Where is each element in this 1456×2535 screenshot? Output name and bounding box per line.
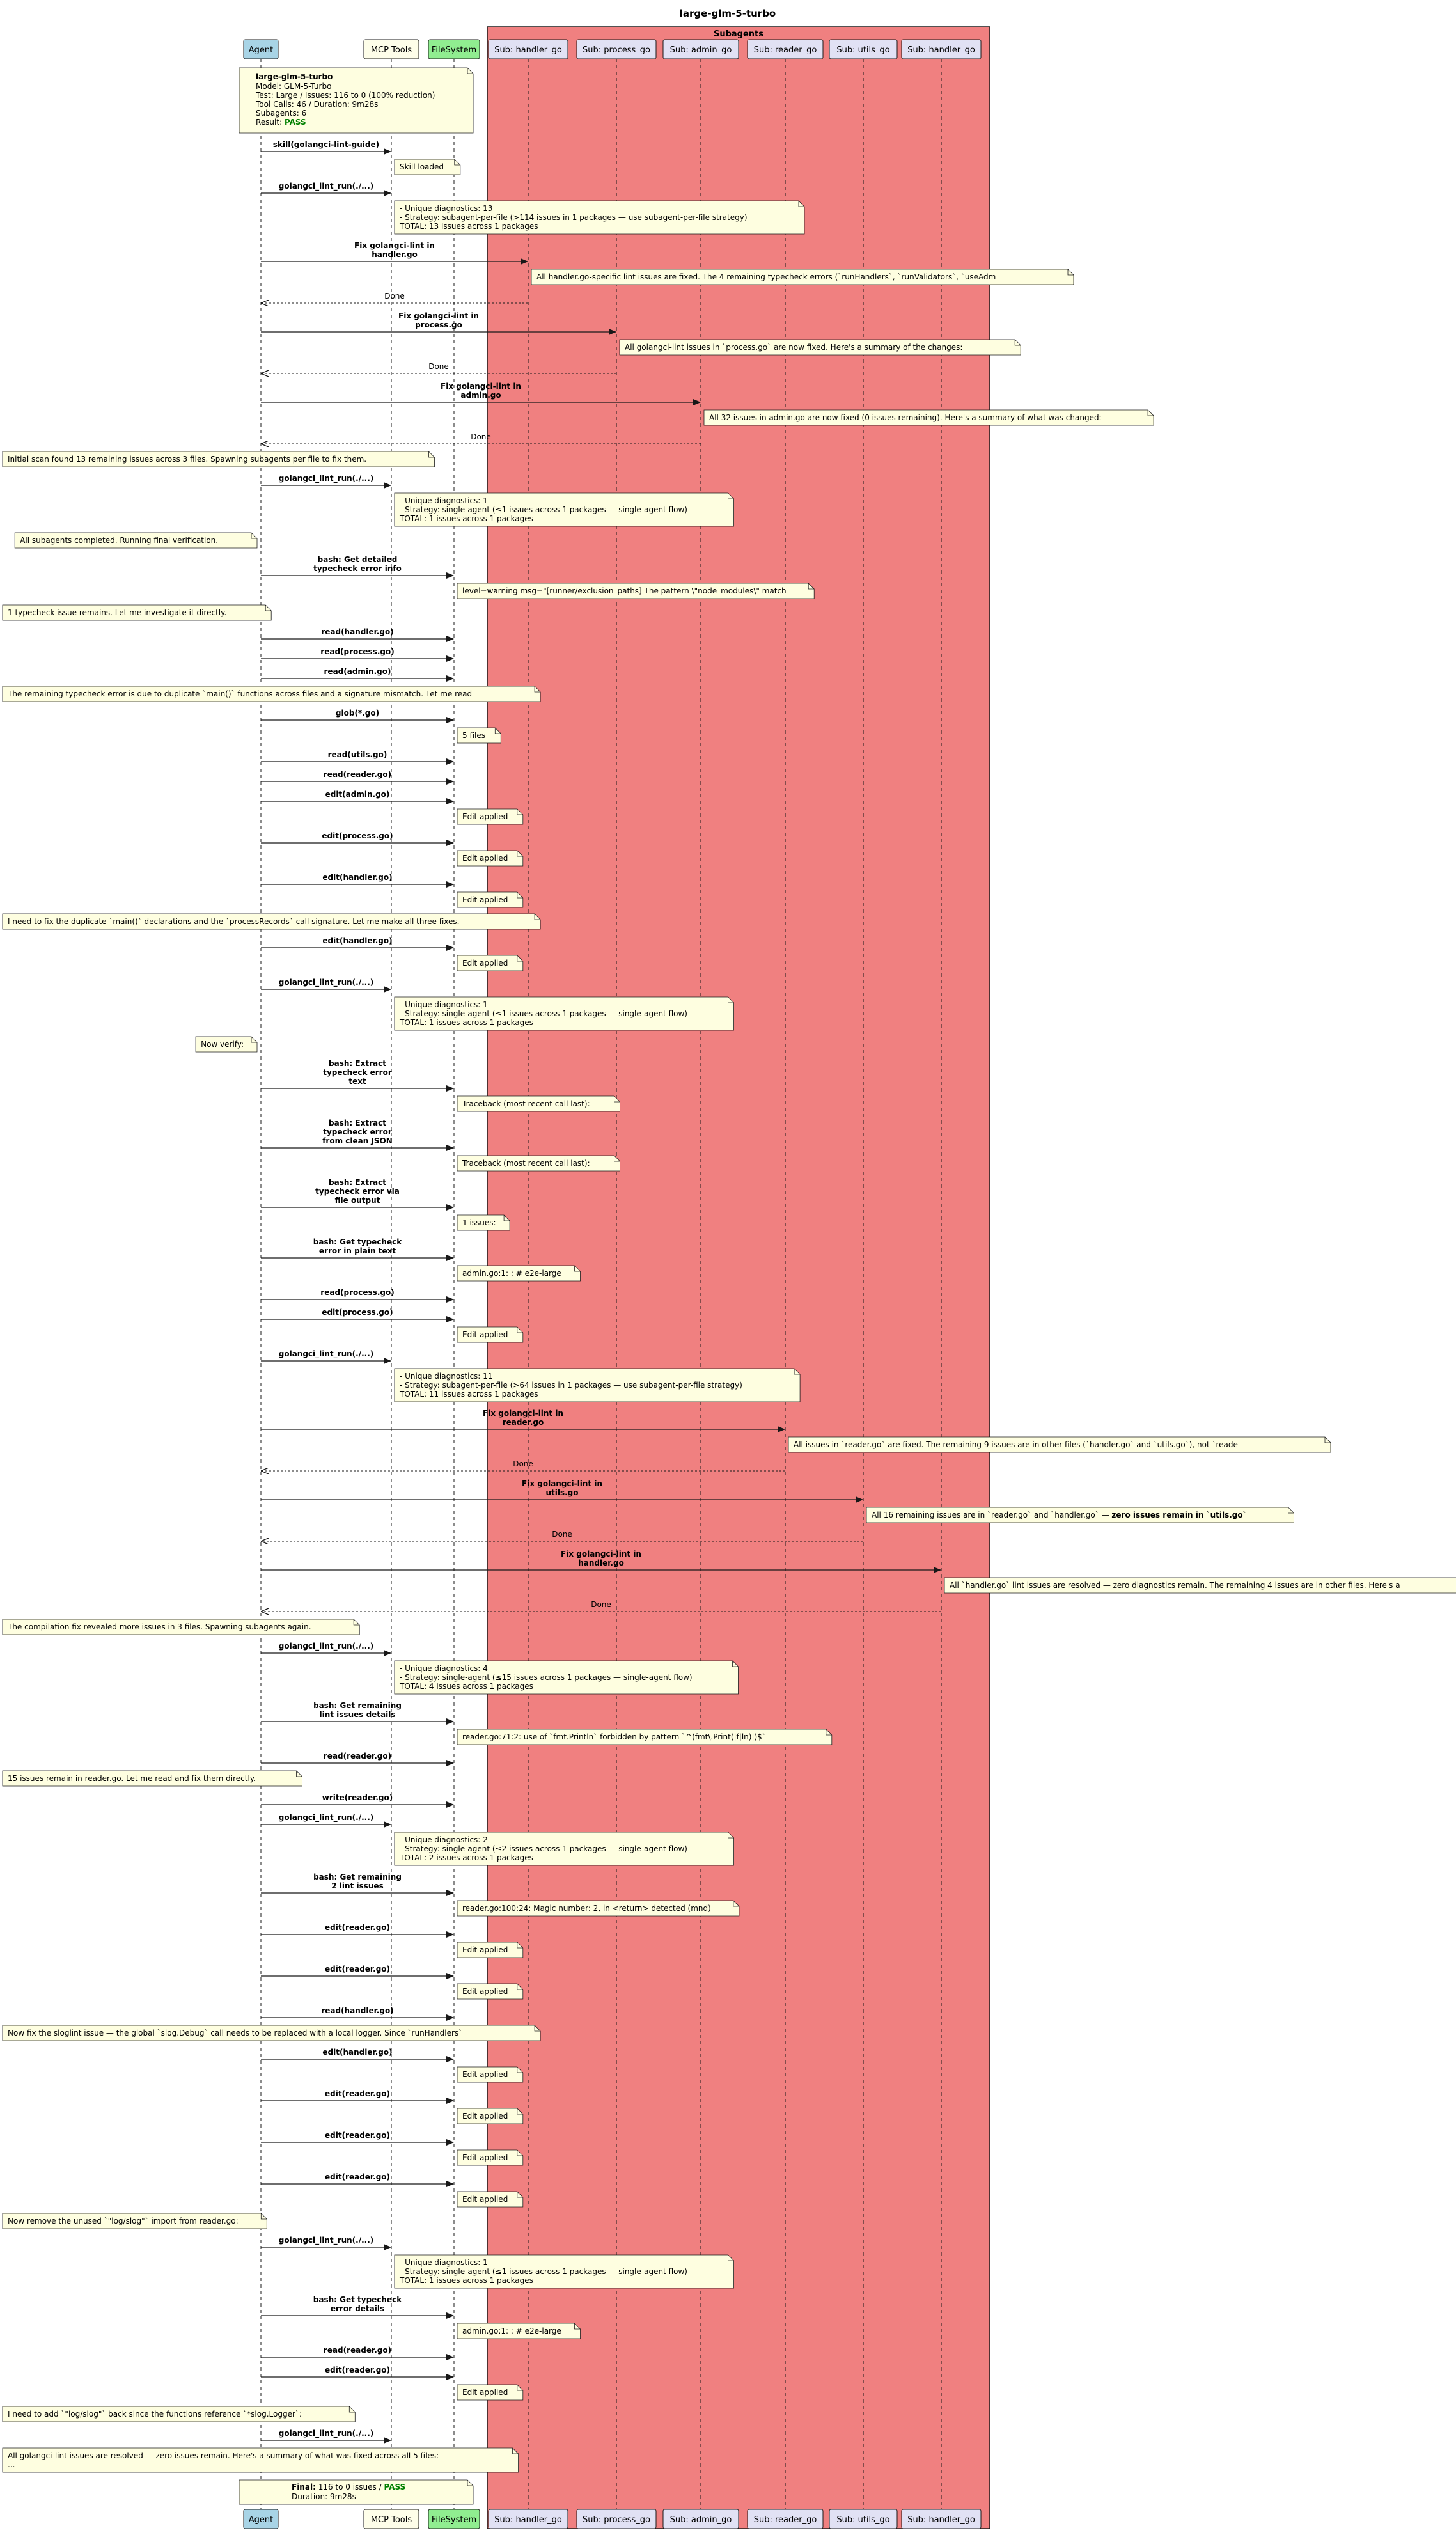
participant-label: Sub: reader_go [753, 45, 817, 55]
message-label: bash: Extract [329, 1059, 386, 1068]
note-line: All `handler.go` lint issues are resolved — zero diagnostics remain. The remaining 4 issues are in other files. Here's a [950, 1581, 1400, 1590]
agent-note [3, 2448, 519, 2472]
return-label: Done [384, 292, 405, 301]
message-read-handler-go [261, 2006, 453, 2018]
note-line: 1 issues: [462, 1218, 496, 1227]
message-edit-reader-go [261, 2089, 453, 2101]
note-line: - Strategy: subagent-per-file (>64 issues in 1 packages — use subagent-per-file strategy) [400, 1381, 742, 1390]
message-label: golangci_lint_run(./...) [278, 1642, 374, 1651]
agent-note [3, 2213, 267, 2229]
participant-label: Agent [248, 2515, 274, 2525]
message-label: read(reader.go) [323, 1752, 392, 1761]
note-line: I need to add `"log/slog"` back since the functions reference `*slog.Logger`: [8, 2410, 302, 2419]
note-line: reader.go:71:2: use of `fmt.Println` forbidden by pattern `^(fmt\.Print(|f|ln)|)$` [462, 1732, 766, 1741]
note-line: All issues in `reader.go` are fixed. The remaining 9 issues are in other files (`handler.go` and `utils.go`), not `reade [794, 1440, 1238, 1449]
message-golangci-lint-run [261, 1349, 391, 1361]
message-read-admin-go [261, 667, 453, 679]
message-read-reader-go [261, 1752, 453, 1763]
message-golangci-lint-run [261, 474, 391, 485]
message-golangci-lint-run [261, 1642, 391, 1653]
message-label: error details [330, 2304, 385, 2313]
message-label: edit(handler.go) [322, 936, 393, 945]
message-label: bash: Extract [329, 1178, 386, 1187]
message-bash-get-remaining-lint-issues-details [261, 1701, 453, 1722]
note-line: TOTAL: 1 issues across 1 packages [400, 2276, 533, 2285]
participant-s4-top [748, 40, 823, 59]
message-label: read(handler.go) [321, 2006, 394, 2015]
message-label: lint issues details [319, 1710, 396, 1719]
message-edit-reader-go [261, 1923, 453, 1935]
note-line: Edit applied [462, 2070, 508, 2079]
note-line: level=warning msg="[runner/exclusion_paths] The pattern \"node_modules\" match [462, 586, 787, 595]
agent-note [15, 533, 257, 548]
message-label: read(process.go) [320, 1288, 395, 1297]
note-fs [457, 2385, 523, 2400]
note-fs [457, 1901, 739, 1916]
note-line: Skill loaded [400, 162, 444, 171]
note-line: - Strategy: single-agent (≤1 issues across 1 packages — single-agent flow) [400, 2267, 687, 2276]
note-s3 [704, 410, 1154, 425]
message-label: read(reader.go) [323, 770, 392, 779]
note-line: TOTAL: 11 issues across 1 packages [400, 1390, 538, 1399]
participant-s6-bottom [902, 2509, 981, 2529]
note-mcp [395, 159, 460, 175]
message-label: file output [334, 1196, 380, 1205]
final-note [239, 2480, 473, 2504]
note-line: - Unique diagnostics: 2 [400, 1835, 488, 1844]
participant-label: FileSystem [431, 45, 477, 55]
note-line: - Unique diagnostics: 11 [400, 1372, 493, 1381]
message-bash-extract-typecheck-error-via-file-output [261, 1178, 453, 1207]
message-label: reader.go [502, 1418, 544, 1427]
note-line: All 16 remaining issues are in `reader.go` and `handler.go` — zero issues remain in `utils.go` [872, 1511, 1247, 1519]
diagram-title: large-glm-5-turbo [679, 8, 776, 19]
note-line: - Strategy: subagent-per-file (>114 issues in 1 packages — use subagent-per-file strategy) [400, 213, 748, 222]
participant-label: MCP Tools [370, 2515, 412, 2525]
note-mcp [395, 201, 804, 234]
agent-note [3, 2406, 355, 2422]
participant-s3-bottom [663, 2509, 739, 2529]
note-line: Edit applied [462, 959, 508, 968]
message-label: glob(*.go) [335, 709, 380, 718]
message-golangci-lint-run [261, 182, 391, 193]
participant-s4-bottom [748, 2509, 823, 2529]
summary-note-line: Test: Large / Issues: 116 to 0 (100% reduction) [256, 91, 435, 100]
message-label: typecheck error [323, 1127, 392, 1136]
message-label: bash: Get remaining [313, 1701, 402, 1710]
participant-s1-top [489, 40, 568, 59]
note-line: All 32 issues in admin.go are now fixed (0 issues remaining). Here's a summary of what was changed: [709, 413, 1102, 422]
message-label: golangci_lint_run(./...) [278, 2236, 374, 2245]
note-line: TOTAL: 1 issues across 1 packages [400, 1018, 533, 1027]
note-fs [457, 1156, 620, 1171]
note-line: The remaining typecheck error is due to duplicate `main()` functions across files and a signature mismatch. Let me read [8, 689, 473, 698]
message-label: read(process.go) [320, 647, 395, 656]
message-label: edit(reader.go) [324, 1923, 391, 1932]
message-read-reader-go [261, 2346, 453, 2357]
note-fs [457, 2067, 523, 2082]
note-fs [457, 1327, 523, 1342]
message-label: handler.go [578, 1558, 624, 1567]
message-label: edit(admin.go) [325, 790, 390, 799]
participant-label: Sub: handler_go [494, 45, 562, 55]
note-fs [457, 1729, 832, 1745]
participant-label: Sub: admin_go [669, 45, 732, 55]
note-line: ... [8, 2460, 15, 2469]
agent-note [3, 2025, 540, 2041]
note-line: - Unique diagnostics: 1 [400, 2258, 488, 2267]
participant-label: Sub: admin_go [669, 2515, 732, 2525]
note-line: - Strategy: single-agent (≤1 issues across 1 packages — single-agent flow) [400, 1009, 687, 1018]
note-fs [457, 1266, 581, 1281]
message-golangci-lint-run [261, 2429, 391, 2440]
message-label: utils.go [545, 1488, 579, 1497]
note-fs [457, 2108, 523, 2124]
message-label: 2 lint issues [331, 1881, 384, 1890]
note-fs [457, 955, 523, 971]
subagents-group-label: Subagents [713, 29, 764, 39]
note-line: Edit applied [462, 1945, 508, 1954]
note-line: TOTAL: 1 issues across 1 packages [400, 514, 533, 523]
message-write-reader-go [261, 1793, 453, 1805]
message-edit-handler-go [261, 873, 453, 884]
summary-note [239, 68, 473, 133]
agent-note [3, 1619, 359, 1635]
message-label: bash: Get typecheck [313, 1237, 402, 1246]
agent-note [3, 686, 540, 702]
participant-s6-top [902, 40, 981, 59]
message-label: Fix golangci-lint in [483, 1409, 563, 1418]
participant-label: Sub: handler_go [494, 2515, 562, 2525]
message-skill-golangci-lint-guide [261, 140, 391, 152]
note-line: Edit applied [462, 2195, 508, 2204]
message-label: bash: Get detailed [317, 555, 398, 564]
message-label: read(admin.go) [324, 667, 391, 676]
agent-note [3, 605, 271, 620]
note-fs [457, 1942, 523, 1958]
message-label: read(reader.go) [323, 2346, 392, 2355]
message-label: bash: Get remaining [313, 1872, 402, 1881]
message-edit-handler-go [261, 936, 453, 948]
note-line: Edit applied [462, 2153, 508, 2162]
message-golangci-lint-run [261, 2236, 391, 2247]
note-line: Edit applied [462, 2112, 508, 2121]
note-line: Now verify: [201, 1040, 244, 1049]
message-label: read(utils.go) [327, 750, 387, 759]
agent-note [3, 1771, 302, 1786]
participant-label: FileSystem [431, 2515, 477, 2525]
participant-s2-top [577, 40, 656, 59]
note-s6 [944, 1578, 1456, 1593]
participant-fs-bottom [428, 2509, 480, 2529]
message-label: Fix golangci-lint in [561, 1550, 641, 1558]
return-label: Done [591, 1600, 611, 1609]
note-line: The compilation fix revealed more issues in 3 files. Spawning subagents again. [8, 1622, 311, 1631]
participant-agent-top [244, 40, 278, 59]
note-line: - Strategy: single-agent (≤1 issues across 1 packages — single-agent flow) [400, 505, 687, 514]
message-label: admin.go [460, 391, 501, 400]
note-s5 [866, 1507, 1294, 1523]
note-line: Now fix the sloglint issue — the global `slog.Debug` call needs to be replaced with a local logger. Since `runHandlers` [8, 2029, 463, 2037]
note-fs [457, 2192, 523, 2207]
summary-note-result: Result: PASS [256, 118, 306, 127]
summary-note-line: Model: GLM-5-Turbo [256, 82, 332, 91]
participant-label: MCP Tools [370, 45, 412, 55]
note-line: All golangci-lint issues are resolved — zero issues remain. Here's a summary of what was fixed across all 5 files: [8, 2451, 439, 2460]
message-label: error in plain text [318, 1246, 396, 1255]
message-bash-get-remaining-2-lint-issues [261, 1872, 453, 1893]
message-label: golangci_lint_run(./...) [278, 2429, 374, 2438]
agent-note [196, 1037, 257, 1052]
message-label: Fix golangci-lint in [522, 1479, 602, 1488]
note-line: TOTAL: 2 issues across 1 packages [400, 1853, 533, 1862]
message-bash-extract-typecheck-error-text [261, 1059, 453, 1088]
note-s4 [788, 1437, 1331, 1452]
message-label: edit(process.go) [322, 831, 393, 840]
participant-s5-bottom [829, 2509, 897, 2529]
message-golangci-lint-run [261, 1813, 391, 1825]
message-read-reader-go [261, 770, 453, 781]
note-line: All golangci-lint issues in `process.go` are now fixed. Here's a summary of the changes: [625, 343, 963, 352]
message-label: read(handler.go) [321, 627, 394, 636]
note-line: 15 issues remain in reader.go. Let me read and fix them directly. [8, 1774, 256, 1783]
message-label: typecheck error via [315, 1187, 400, 1196]
return-label: Done [471, 432, 491, 441]
message-label: edit(reader.go) [324, 2089, 391, 2098]
message-edit-process-go [261, 1308, 453, 1319]
note-s1 [531, 269, 1074, 285]
message-label: Fix golangci-lint in [441, 382, 521, 391]
agent-note [3, 451, 435, 467]
message-bash-get-typecheck-error-details [261, 2295, 453, 2316]
message-label: typecheck error [323, 1068, 392, 1077]
note-fs [457, 1984, 523, 1999]
participant-mcp-bottom [364, 2509, 419, 2529]
note-line: Edit applied [462, 1330, 508, 1339]
message-bash-get-typecheck-error-in-plain-text [261, 1237, 453, 1258]
message-label: process.go [415, 320, 462, 329]
message-label: handler.go [372, 250, 418, 259]
message-label: golangci_lint_run(./...) [278, 978, 374, 987]
message-read-process-go [261, 1288, 453, 1299]
message-read-utils-go [261, 750, 453, 762]
note-line: - Strategy: single-agent (≤15 issues across 1 packages — single-agent flow) [400, 1673, 693, 1682]
note-line: - Unique diagnostics: 1 [400, 496, 488, 505]
message-edit-reader-go [261, 2366, 453, 2377]
message-label: edit(reader.go) [324, 1965, 391, 1974]
participant-label: Sub: reader_go [753, 2515, 817, 2525]
note-mcp [395, 1661, 739, 1694]
note-fs [457, 892, 523, 907]
note-line: Initial scan found 13 remaining issues across 3 files. Spawning subagents per file to fix them. [8, 455, 367, 464]
message-label: text [348, 1077, 366, 1086]
message-label: from clean JSON [322, 1136, 393, 1145]
note-line: reader.go:100:24: Magic number: 2, in <return> detected (mnd) [462, 1904, 711, 1913]
participant-label: Sub: process_go [583, 2515, 650, 2525]
note-line: admin.go:1: : # e2e-large [462, 2327, 561, 2335]
message-label: write(reader.go) [322, 1793, 393, 1802]
note-mcp [395, 493, 734, 526]
return-label: Done [428, 362, 449, 371]
participant-fs-top [428, 40, 480, 59]
message-bash-get-detailed-typecheck-error-info [261, 555, 453, 576]
note-fs [457, 583, 814, 599]
return-label: Done [513, 1459, 533, 1468]
message-label: edit(handler.go) [322, 2048, 393, 2057]
message-label: edit(handler.go) [322, 873, 393, 882]
message-read-process-go [261, 647, 453, 659]
note-fs [457, 728, 501, 743]
message-label: golangci_lint_run(./...) [278, 1813, 374, 1822]
message-label: edit(reader.go) [324, 2366, 391, 2374]
return-label: Done [552, 1530, 572, 1539]
summary-note-line: Subagents: 6 [256, 109, 307, 118]
message-label: skill(golangci-lint-guide) [272, 140, 380, 149]
participant-s2-bottom [577, 2509, 656, 2529]
note-line: Edit applied [462, 812, 508, 821]
note-s2 [620, 340, 1021, 355]
note-mcp [395, 997, 734, 1030]
participant-label: Agent [248, 45, 274, 55]
note-line: All subagents completed. Running final verification. [20, 536, 219, 545]
note-fs [457, 2323, 581, 2339]
note-line: admin.go:1: : # e2e-large [462, 1269, 561, 1278]
participant-label: Sub: handler_go [907, 2515, 975, 2525]
note-line: TOTAL: 13 issues across 1 packages [400, 222, 538, 231]
summary-note-line: Tool Calls: 46 / Duration: 9m28s [256, 100, 379, 109]
participant-label: Sub: process_go [583, 45, 650, 55]
note-line: Edit applied [462, 2388, 508, 2397]
message-read-handler-go [261, 627, 453, 639]
note-line: TOTAL: 4 issues across 1 packages [400, 1682, 533, 1691]
message-edit-reader-go [261, 2172, 453, 2184]
message-label: edit(reader.go) [324, 2172, 391, 2181]
note-line: I need to fix the duplicate `main()` declarations and the `processRecords` call signature. Let me make all three fixes. [8, 917, 460, 926]
agent-note [3, 914, 540, 929]
message-label: Fix golangci-lint in [354, 241, 435, 250]
summary-note-title: large-glm-5-turbo [256, 72, 333, 81]
message-label: golangci_lint_run(./...) [278, 474, 374, 483]
message-label: bash: Extract [329, 1118, 386, 1127]
final-note-duration: Duration: 9m28s [292, 2492, 356, 2501]
note-fs [457, 851, 523, 866]
note-line: Now remove the unused `"log/slog"` import from reader.go: [8, 2217, 239, 2225]
message-edit-admin-go [261, 790, 453, 801]
note-line: Traceback (most recent call last): [462, 1099, 590, 1108]
participant-s5-top [829, 40, 897, 59]
message-label: bash: Get typecheck [313, 2295, 402, 2304]
note-line: Edit applied [462, 1987, 508, 1996]
message-edit-process-go [261, 831, 453, 843]
note-line: - Strategy: single-agent (≤2 issues across 1 packages — single-agent flow) [400, 1844, 687, 1853]
participant-agent-bottom [244, 2509, 278, 2529]
message-glob-go [261, 709, 453, 720]
note-line: 5 files [462, 731, 485, 740]
final-note-result: Final: 116 to 0 issues / PASS [292, 2483, 406, 2492]
note-line: - Unique diagnostics: 1 [400, 1000, 488, 1009]
note-mcp [395, 1369, 800, 1402]
note-mcp [395, 2255, 734, 2288]
message-golangci-lint-run [261, 978, 391, 989]
note-fs [457, 2150, 523, 2165]
note-line: 1 typecheck issue remains. Let me investigate it directly. [8, 608, 227, 617]
participant-label: Sub: utils_go [836, 2515, 890, 2525]
note-line: - Unique diagnostics: 4 [400, 1664, 488, 1673]
note-line: All handler.go-specific lint issues are fixed. The 4 remaining typecheck errors (`runHandlers`, `runValidators`, `useAdm [536, 272, 996, 281]
message-label: golangci_lint_run(./...) [278, 182, 374, 191]
message-label: golangci_lint_run(./...) [278, 1349, 374, 1358]
participant-s3-top [663, 40, 739, 59]
message-label: edit(process.go) [322, 1308, 393, 1317]
note-line: Traceback (most recent call last): [462, 1159, 590, 1168]
message-bash-extract-typecheck-error-from-clean-json [261, 1118, 453, 1148]
message-edit-reader-go [261, 2131, 453, 2142]
note-fs [457, 1215, 510, 1230]
note-fs [457, 809, 523, 824]
message-label: edit(reader.go) [324, 2131, 391, 2140]
participant-s1-bottom [489, 2509, 568, 2529]
note-mcp [395, 1832, 734, 1865]
note-line: Edit applied [462, 854, 508, 863]
participant-label: Sub: handler_go [907, 45, 975, 55]
message-edit-handler-go [261, 2048, 453, 2059]
message-label: typecheck error info [313, 564, 402, 573]
participant-label: Sub: utils_go [836, 45, 890, 55]
note-fs [457, 1096, 620, 1111]
note-line: Edit applied [462, 895, 508, 904]
note-line: - Unique diagnostics: 13 [400, 204, 493, 213]
participant-mcp-top [364, 40, 419, 59]
message-edit-reader-go [261, 1965, 453, 1976]
message-label: Fix golangci-lint in [398, 311, 479, 320]
